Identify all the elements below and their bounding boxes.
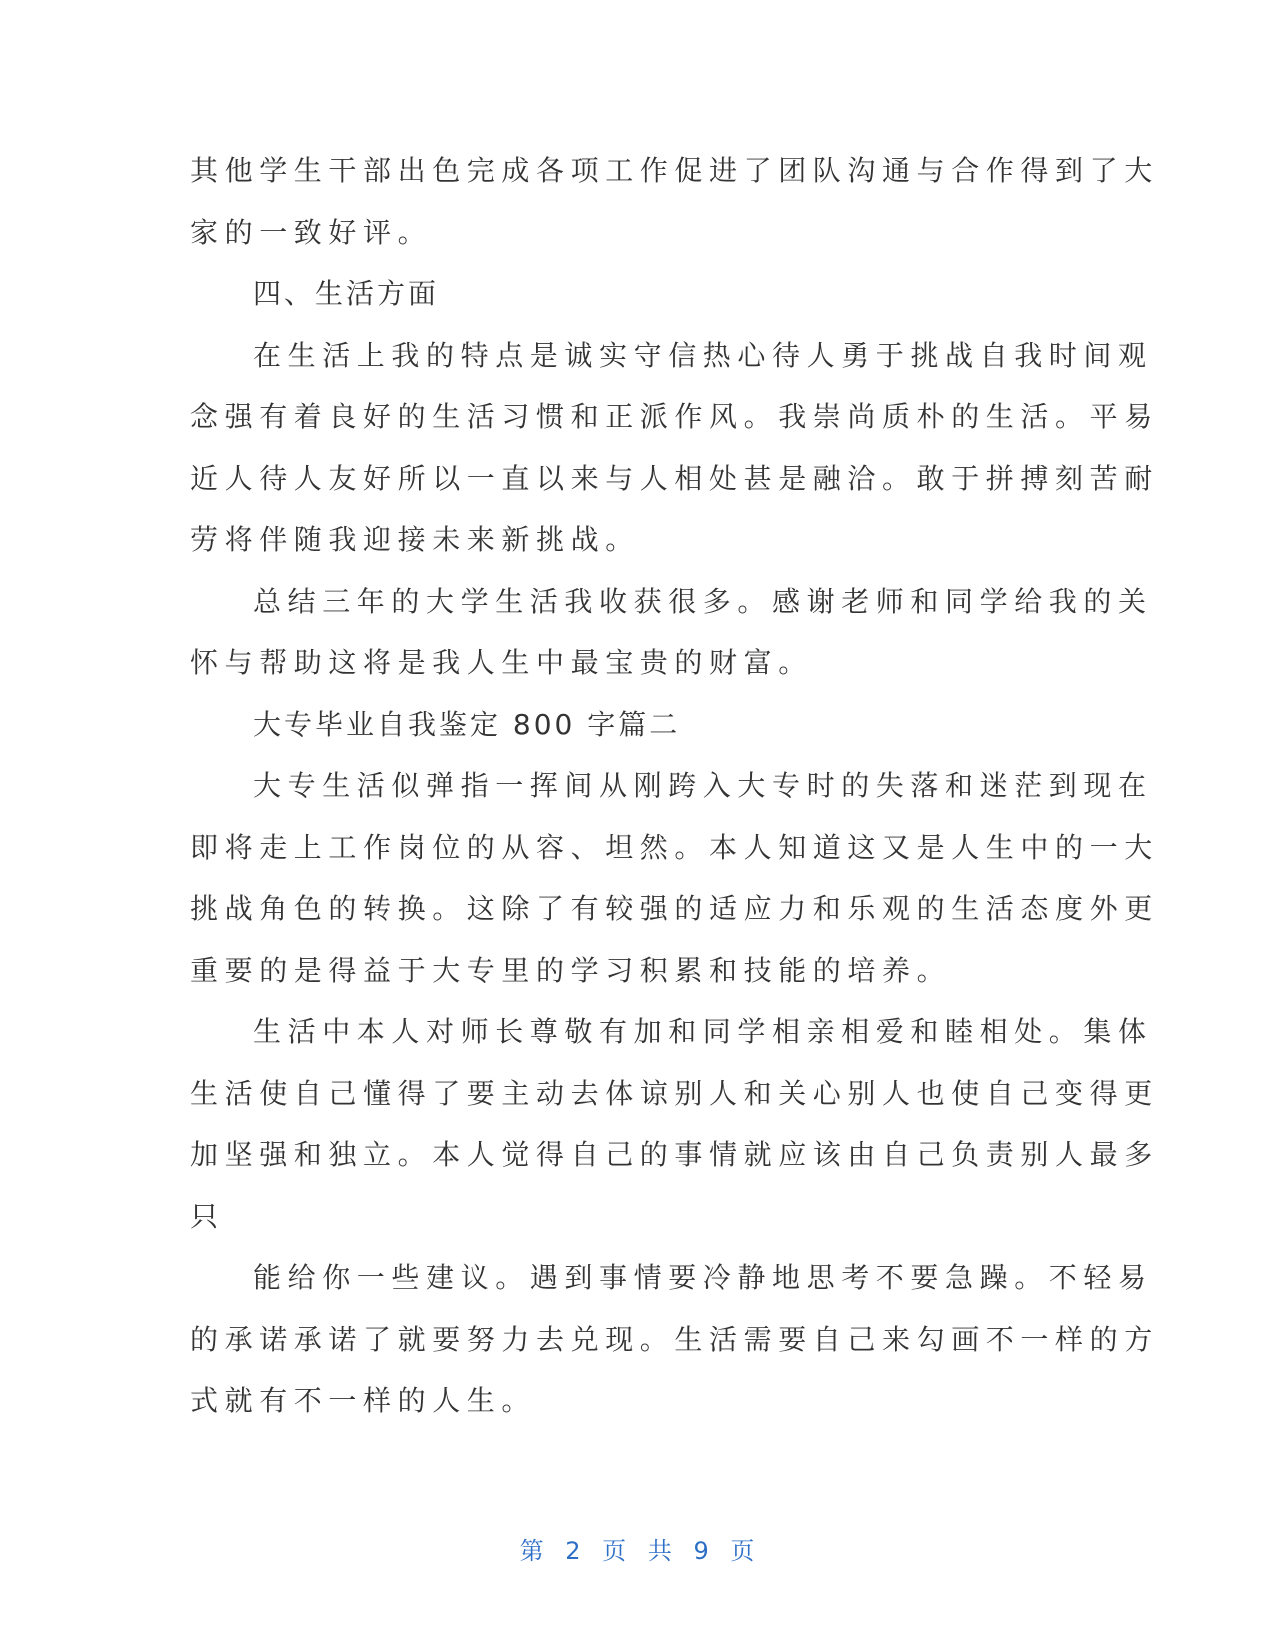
paragraph-start: 能给你一些建议。遇到事情要冷静地思考不要急躁。不轻易	[253, 1261, 1153, 1294]
text-line: 劳将伴随我迎接未来新挑战。	[190, 523, 640, 556]
text-line: 怀与帮助这将是我人生中最宝贵的财富。	[190, 646, 813, 679]
paragraph-start: 在生活上我的特点是诚实守信热心待人勇于挑战自我时间观	[253, 338, 1153, 372]
text-line: 即将走上工作岗位的从容、坦然。本人知道这又是人生中的一大	[190, 830, 1159, 864]
footer-prefix: 第	[519, 1537, 545, 1565]
section-heading-life: 四、生活方面	[253, 277, 440, 310]
footer-total-pages: 9	[693, 1537, 710, 1565]
text-line: 挑战角色的转换。这除了有较强的适应力和乐观的生活态度外更	[190, 892, 1159, 925]
paragraph-start: 大专生活似弹指一挥间从刚跨入大专时的失落和迷茫到现在	[253, 769, 1153, 802]
footer-total-prefix: 共	[647, 1537, 673, 1565]
text-line: 近人待人友好所以一直以来与人相处甚是融洽。敢于拼搏刻苦耐	[190, 461, 1159, 495]
footer-page-label: 页	[602, 1537, 628, 1565]
text-line: 其他学生干部出色完成各项工作促进了团队沟通与合作得到了大	[190, 154, 1159, 187]
footer-suffix: 页	[730, 1537, 756, 1565]
text-line: 生活使自己懂得了要主动去体谅别人和关心别人也使自己变得更	[190, 1076, 1159, 1110]
body-text	[190, 140, 1159, 1432]
text-line: 加坚强和独立。本人觉得自己的事情就应该由自己负责别人最多	[190, 1138, 1159, 1171]
text-line: 只	[190, 1199, 225, 1233]
text-line: 重要的是得益于大专里的学习积累和技能的培养。	[190, 953, 952, 987]
text-line: 家的一致好评。	[190, 215, 433, 249]
text-line: 念强有着良好的生活习惯和正派作风。我崇尚质朴的生活。平易	[190, 400, 1159, 433]
text-line: 式就有不一样的人生。	[190, 1384, 537, 1417]
paragraph-start: 生活中本人对师长尊敬有加和同学相亲相爱和睦相处。集体	[253, 1015, 1153, 1048]
footer-current-page: 2	[565, 1537, 582, 1565]
section-heading-part-two: 大专毕业自我鉴定 800 字篇二	[253, 707, 681, 741]
page-number-footer	[0, 1535, 1275, 1567]
text-line: 的承诺承诺了就要努力去兑现。生活需要自己来勾画不一样的方	[190, 1322, 1159, 1356]
paragraph-start: 总结三年的大学生活我收获很多。感谢老师和同学给我的关	[253, 584, 1153, 618]
